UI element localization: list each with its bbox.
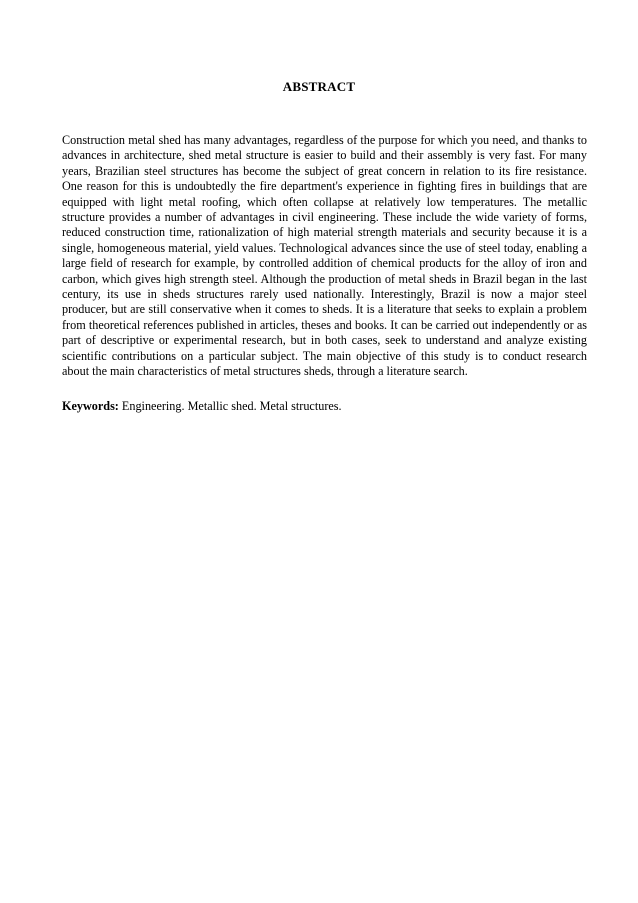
abstract-heading: ABSTRACT bbox=[282, 79, 356, 94]
keywords-label: Keywords: bbox=[62, 399, 119, 413]
keywords-value: Engineering. Metallic shed. Metal structures. bbox=[118, 399, 342, 413]
abstract-body: Construction metal shed has many advantages, regardless of the purpose for which you need, and thanks to advances in architecture, shed metal structure is easier to build and their assembly is very fast. For many years, Brazilian steel structures has become the subject of great concern in relation to its fire resistance. One reason for this is undoubtedly the fire department's experience in fighting fires in buildings that are equipped with light metal roofing, which often collapse at relatively low temperatures. The metallic structure provides a number of advantages in civil engineering. These include the wide variety of forms, reduced construction time, rationalization of high material strength materials and security because it is a single, homogeneous material, yield values. Technological advances since the use of steel today, enabling a large field of research for example, by controlled addition of chemical products for the alloy of iron and carbon, which gives high strength steel. Although the production of metal sheds in Brazil began in the last century, its use in sheds structures rarely used nationally. Interestingly, Brazil is now a major steel producer, but are still conservative when it comes to sheds. It is a literature that seeks to explain a problem from theoretical references published in articles, theses and books. It can be carried out independently or as part of descriptive or experimental research, but in both cases, seek to understand and analyze existing scientific contributions on a particular subject. The main objective of this study is to conduct research about the main characteristics of metal structures sheds, through a literature search. bbox=[62, 133, 587, 379]
keywords-line bbox=[62, 399, 587, 414]
